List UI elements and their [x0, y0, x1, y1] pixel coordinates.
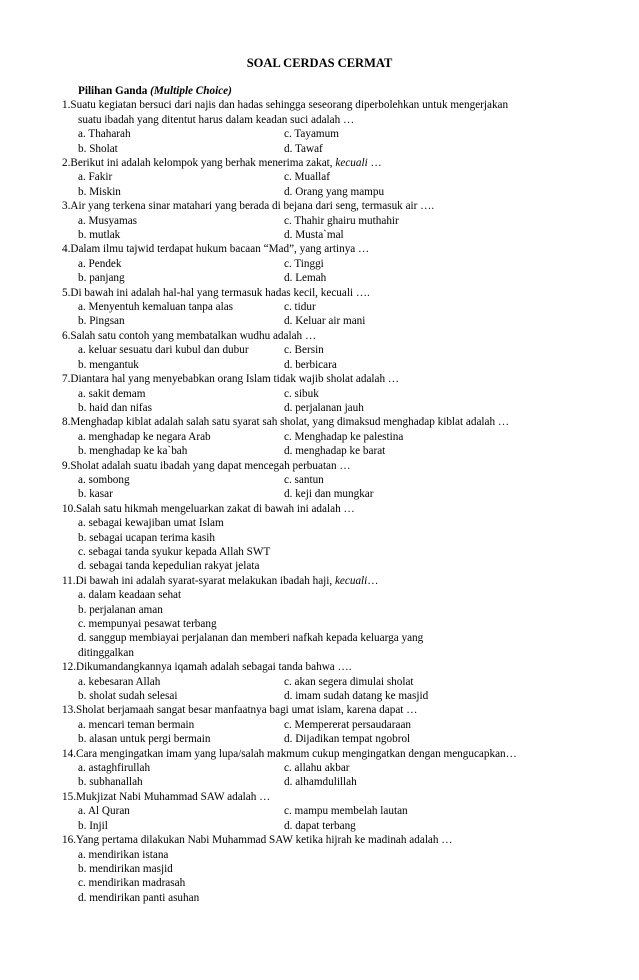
question-list — [62, 84, 582, 905]
option: c. tidur — [284, 301, 316, 314]
option: b. perjalanan aman — [78, 603, 163, 616]
option: b. mengantuk — [78, 358, 139, 371]
option: c. mendirikan madrasah — [78, 877, 186, 890]
page-title: SOAL CERDAS CERMAT — [246, 56, 393, 70]
question-text: 7.Diantara hal yang menyebabkan orang Islam tidak wajib sholat adalah … — [62, 373, 400, 386]
section-label: Pilihan Ganda — [78, 85, 148, 97]
option: a. Fakir — [78, 171, 113, 184]
option: b. Miskin — [78, 185, 121, 198]
option: d. Musta`mal — [284, 229, 344, 242]
question-15 — [62, 790, 582, 833]
question-text: 10.Salah satu hikmah mengeluarkan zakat di bawah ini adalah … — [62, 502, 355, 515]
question-text: 9.Sholat adalah suatu ibadah yang dapat mencegah perbuatan … — [62, 459, 351, 472]
option: a. sakit demam — [78, 387, 146, 400]
option: a. Musyamas — [78, 214, 138, 227]
option: d. keji dan mungkar — [284, 488, 374, 501]
option: d. sebagai tanda kepedulian rakyat jelata — [78, 560, 260, 573]
options — [62, 430, 582, 459]
question-9 — [62, 459, 582, 502]
question-6 — [62, 329, 582, 372]
options — [62, 675, 582, 704]
option: b. panjang — [78, 272, 125, 285]
option: a. Al Quran — [78, 805, 130, 818]
question-16 — [62, 833, 582, 905]
options — [62, 718, 582, 747]
options — [62, 170, 582, 199]
option: a. Pendek — [78, 257, 122, 270]
option: d. mendirikan panti asuhan — [78, 891, 200, 904]
option: a. Thaharah — [78, 128, 131, 141]
question-7 — [62, 372, 582, 415]
option: c. Mempererat persaudaraan — [284, 718, 412, 731]
option: c. Tinggi — [284, 257, 324, 270]
option: d. Keluar air mani — [284, 315, 366, 328]
option: c. Tayamum — [284, 128, 339, 141]
options — [62, 588, 582, 660]
option: c. Menghadap ke palestina — [284, 430, 404, 443]
option: a. menghadap ke negara Arab — [78, 430, 211, 443]
option: c. mempunyai pesawat terbang — [78, 618, 217, 631]
question-3 — [62, 199, 582, 242]
option: d. imam sudah datang ke masjid — [284, 690, 429, 703]
options — [62, 516, 582, 574]
question-text: 5.Di bawah ini adalah hal-hal yang termasuk hadas kecil, kecuali …. — [62, 286, 370, 299]
question-10 — [62, 502, 582, 574]
options — [62, 257, 582, 286]
question-text: 15.Mukjizat Nabi Muhammad SAW adalah … — [62, 790, 271, 803]
option: c. akan segera dimulai sholat — [284, 675, 414, 688]
section-sublabel: (Multiple Choice) — [150, 85, 232, 97]
question-11 — [62, 574, 582, 660]
option: a. sebagai kewajiban umat Islam — [78, 517, 224, 530]
option: a. kebesaran Allah — [78, 675, 161, 688]
option: d. menghadap ke barat — [284, 445, 386, 458]
question-text: 2.Berikut ini adalah kelompok yang berhak menerima zakat, kecuali … — [62, 157, 382, 170]
question-text: 3.Air yang terkena sinar matahari yang berada di bejana dari seng, termasuk air …. — [62, 200, 435, 213]
option: d. Dijadikan tempat ngobrol — [284, 733, 411, 746]
question-2 — [62, 156, 582, 199]
section-heading — [62, 84, 582, 98]
options — [62, 343, 582, 372]
option: b. alasan untuk pergi bermain — [78, 733, 211, 746]
question-14 — [62, 747, 582, 790]
option: d. Orang yang mampu — [284, 185, 385, 198]
options — [62, 300, 582, 329]
option: b. Pingsan — [78, 315, 125, 328]
option-continuation: ditinggalkan — [78, 646, 134, 659]
options — [62, 848, 582, 906]
question-text: 12.Dikumandangkannya iqamah adalah sebagai tanda bahwa …. — [62, 661, 352, 674]
question-4 — [62, 242, 582, 285]
option: c. Muallaf — [284, 171, 330, 184]
option: b. sholat sudah selesai — [78, 690, 178, 703]
options — [62, 804, 582, 833]
option: b. mendirikan masjid — [78, 862, 173, 875]
option: a. mencari teman bermain — [78, 718, 195, 731]
option: d. Lemah — [284, 272, 327, 285]
question-text: 8.Menghadap kiblat adalah salah satu syarat sah sholat, yang dimaksud menghadap kiblat adalah … — [62, 416, 510, 429]
question-text: 13.Sholat berjamaah sangat besar manfaatnya bagi umat islam, karena dapat … — [62, 704, 418, 717]
option: a. dalam keadaan sehat — [78, 589, 182, 602]
option: b. subhanallah — [78, 776, 143, 789]
question-12 — [62, 660, 582, 703]
question-5 — [62, 286, 582, 329]
question-text: 4.Dalam ilmu tajwid terdapat hukum bacaan “Mad”, yang artinya … — [62, 243, 370, 256]
option: d. perjalanan jauh — [284, 401, 364, 414]
option: c. mampu membelah lautan — [284, 805, 408, 818]
option: d. sanggup membiayai perjalanan dan memberi nafkah kepada keluarga yang — [78, 632, 424, 645]
question-text: 1.Suatu kegiatan bersuci dari najis dan hadas sehingga seseorang diperbolehkan untuk mengerjakan suatu ibadah yang ditentut harus dalam keadan suci adalah … — [62, 99, 509, 126]
option: a. mendirikan istana — [78, 848, 169, 861]
option: b. haid dan nifas — [78, 401, 152, 414]
option: b. mutlak — [78, 229, 121, 242]
option: d. alhamdulillah — [284, 776, 357, 789]
option: c. sebagai tanda syukur kepada Allah SWT — [78, 545, 271, 558]
question-1 — [62, 98, 582, 156]
option: d. dapat terbang — [284, 819, 356, 832]
question-text: 6.Salah satu contoh yang membatalkan wudhu adalah … — [62, 329, 317, 342]
option: a. Menyentuh kemaluan tanpa alas — [78, 301, 234, 314]
option: a. astaghfirullah — [78, 762, 151, 775]
option: a. keluar sesuatu dari kubul dan dubur — [78, 344, 249, 357]
option: c. sibuk — [284, 387, 319, 400]
option: b. Sholat — [78, 142, 118, 155]
options — [62, 761, 582, 790]
options — [62, 387, 582, 416]
question-text: 11.Di bawah ini adalah syarat-syarat melakukan ibadah haji, kecuali… — [62, 574, 379, 587]
question-8 — [62, 415, 582, 458]
option: c. Bersin — [284, 344, 324, 357]
option: c. santun — [284, 473, 324, 486]
options — [62, 473, 582, 502]
question-13 — [62, 703, 582, 746]
option: c. allahu akbar — [284, 762, 350, 775]
options — [62, 127, 582, 156]
option: a. sombong — [78, 473, 130, 486]
option: c. Thahir ghairu muthahir — [284, 214, 399, 227]
option: b. menghadap ke ka`bah — [78, 445, 188, 458]
option: d. berbicara — [284, 358, 337, 371]
option: d. Tawaf — [284, 142, 323, 155]
option: b. Injil — [78, 819, 108, 832]
option: b. sebagai ucapan terima kasih — [78, 531, 215, 544]
option: b. kasar — [78, 488, 113, 501]
options — [62, 214, 582, 243]
question-text: 16.Yang pertama dilakukan Nabi Muhammad SAW ketika hijrah ke madinah adalah … — [62, 834, 453, 847]
question-text: 14.Cara mengingatkan imam yang lupa/salah makmum cukup mengingatkan dengan mengucapkan… — [62, 747, 517, 760]
